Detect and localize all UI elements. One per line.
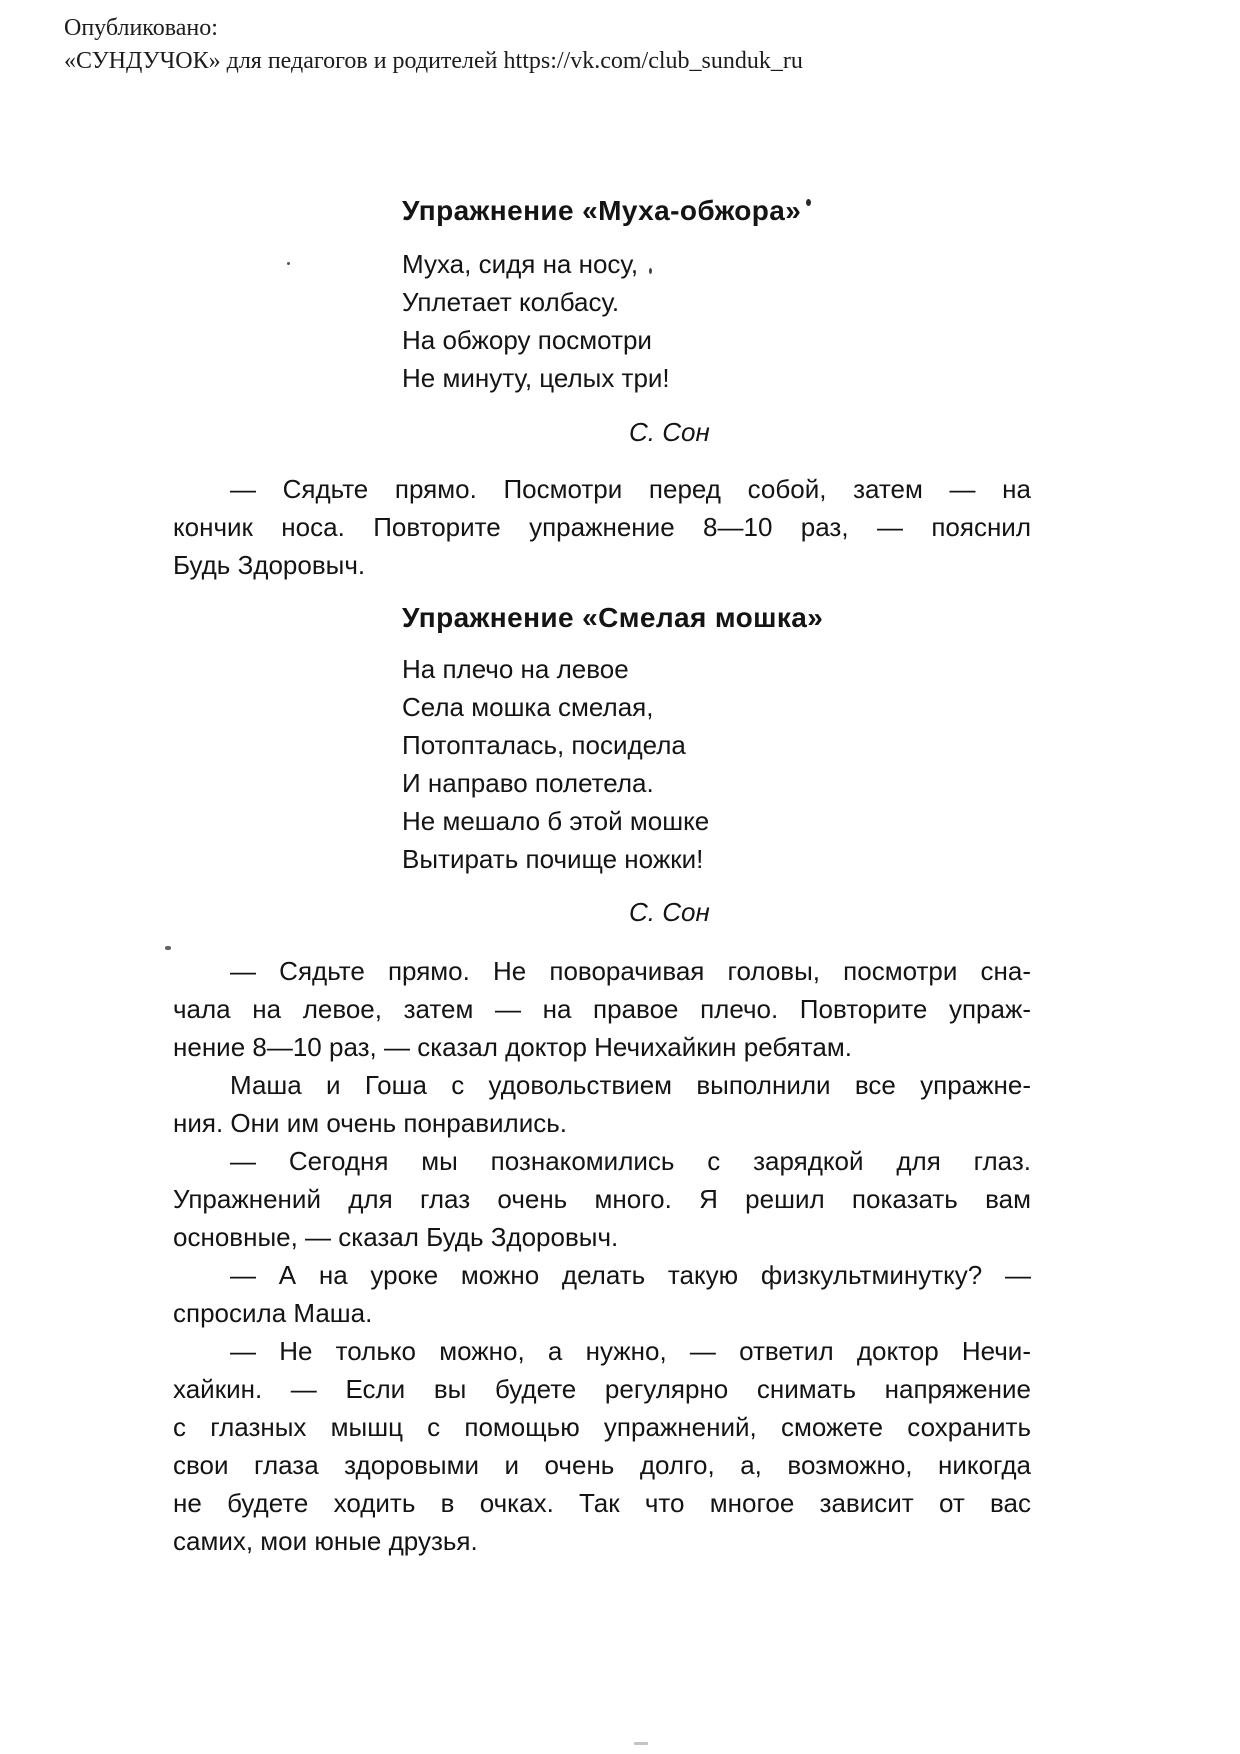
paragraph-line: нение 8—10 раз, — сказал доктор Нечихайкин ребятам. bbox=[173, 1032, 852, 1062]
poem-author: С. Сон bbox=[629, 417, 710, 447]
scan-artifact bbox=[165, 946, 171, 950]
story-paragraph bbox=[173, 1066, 1031, 1142]
paragraph-line: Будь Здоровыч. bbox=[173, 550, 366, 580]
paragraph-line: хайкин. — Если вы будете регулярно снимать напряжение bbox=[173, 1374, 1031, 1404]
paragraph-line: — А на уроке можно делать такую физкультминутку? — bbox=[230, 1260, 1031, 1290]
poem-line: Не мешало б этой мошке bbox=[402, 806, 710, 836]
publication-header-line1: Опубликовано: bbox=[64, 15, 218, 41]
poem-line: Вытирать почище ножки! bbox=[402, 844, 704, 874]
paragraph-line: Упражнений для глаз очень много. Я решил показать вам bbox=[173, 1184, 1031, 1214]
page-body bbox=[173, 193, 1031, 1560]
poem-line: Уплетает колбасу. bbox=[402, 287, 620, 317]
story-paragraph bbox=[173, 952, 1031, 1066]
exercise1-instruction bbox=[173, 470, 1031, 584]
scan-artifact bbox=[649, 268, 652, 274]
scan-artifact bbox=[806, 199, 811, 206]
publication-header bbox=[64, 12, 803, 78]
poem-line: Не минуту, целых три! bbox=[402, 363, 670, 393]
exercise2-poem bbox=[402, 650, 1031, 878]
poem-line: Села мошка смелая, bbox=[402, 692, 654, 722]
exercise1-poem bbox=[402, 245, 1031, 397]
poem-author: С. Сон bbox=[629, 897, 710, 927]
paragraph-line: — Не только можно, а нужно, — ответил доктор Нечи- bbox=[230, 1336, 1031, 1366]
exercise2-title: Упражнение «Смелая мошка» bbox=[402, 602, 824, 633]
paragraph-line: кончик носа. Повторите упражнение 8—10 раз, — пояснил bbox=[173, 512, 1031, 542]
paragraph-line: не будете ходить в очках. Так что многое зависит от вас bbox=[173, 1488, 1031, 1518]
story-paragraph bbox=[173, 1142, 1031, 1256]
paragraph-line: чала на левое, затем — на правое плечо. Повторите упраж- bbox=[173, 994, 1031, 1024]
story-text bbox=[173, 952, 1031, 1560]
publication-header-line2: «СУНДУЧОК» для педагогов и родителей https://vk.com/club_sunduk_ru bbox=[64, 48, 803, 74]
exercise1-title: Упражнение «Муха-обжора» bbox=[402, 195, 802, 226]
paragraph-line: — Сегодня мы познакомились с зарядкой для глаз. bbox=[230, 1146, 1031, 1176]
scan-artifact bbox=[634, 1742, 648, 1745]
paragraph-line: спросила Маша. bbox=[173, 1298, 373, 1328]
paragraph-line: основные, — сказал Будь Здоровыч. bbox=[173, 1222, 619, 1252]
scan-artifact bbox=[287, 262, 290, 265]
paragraph-line: самих, мои юные друзья. bbox=[173, 1526, 478, 1556]
paragraph-line: с глазных мышц с помощью упражнений, сможете сохранить bbox=[173, 1412, 1031, 1442]
story-paragraph bbox=[173, 1256, 1031, 1332]
poem-line: На плечо на левое bbox=[402, 654, 629, 684]
poem-line: И направо полетела. bbox=[402, 768, 654, 798]
poem-line: Потопталась, посидела bbox=[402, 730, 686, 760]
paragraph-line: — Сядьте прямо. Посмотри перед собой, затем — на bbox=[230, 474, 1031, 504]
poem-line: Муха, сидя на носу, bbox=[402, 249, 639, 279]
poem-line: На обжору посмотри bbox=[402, 325, 652, 355]
paragraph-line: ния. Они им очень понравились. bbox=[173, 1108, 567, 1138]
story-paragraph bbox=[173, 1332, 1031, 1560]
paragraph-line: Маша и Гоша с удовольствием выполнили все упражне- bbox=[230, 1070, 1031, 1100]
paragraph-line: — Сядьте прямо. Не поворачивая головы, посмотри сна- bbox=[230, 956, 1031, 986]
paragraph-line: свои глаза здоровыми и очень долго, а, возможно, никогда bbox=[173, 1450, 1031, 1480]
